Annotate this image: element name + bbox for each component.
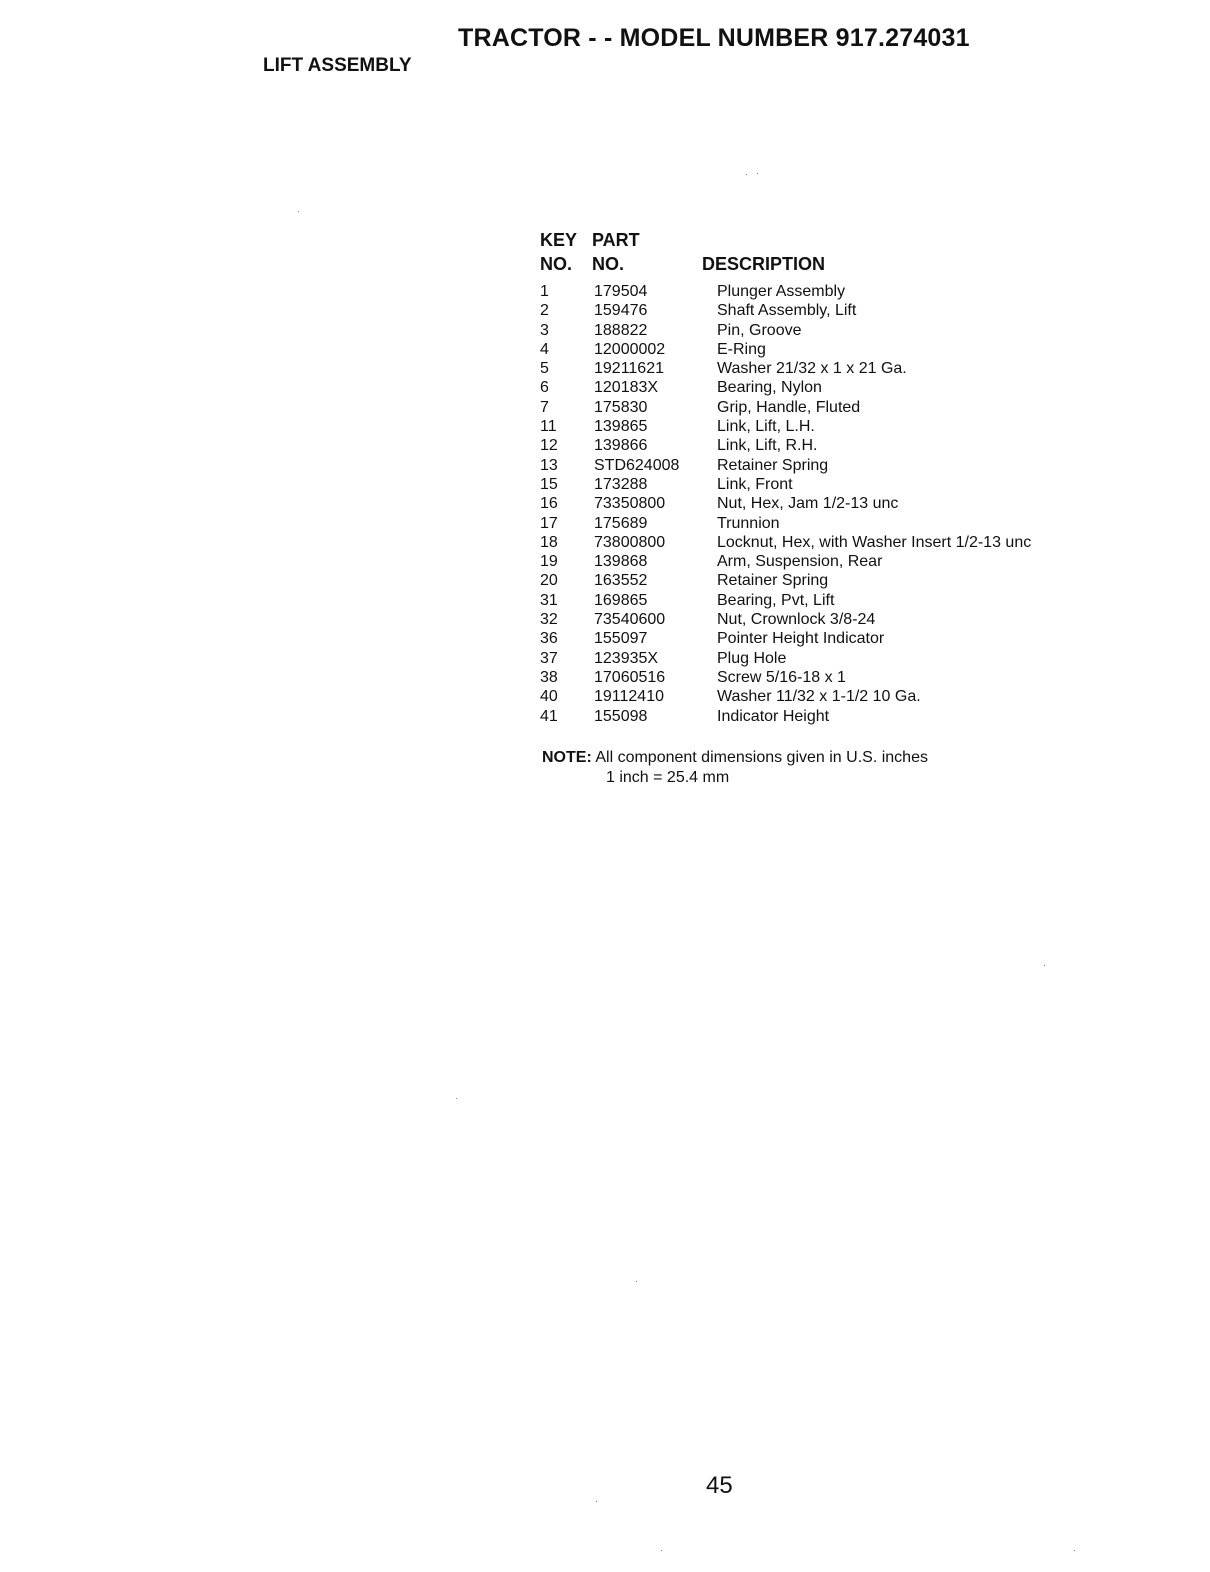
part-number-cell: 188822 (594, 321, 648, 339)
table-row (540, 591, 1100, 610)
part-number-cell: STD624008 (594, 456, 680, 474)
description-cell: Nut, Crownlock 3/8-24 (717, 611, 876, 629)
table-row (540, 610, 1100, 629)
key-cell: 17 (540, 514, 558, 532)
description-cell: Bearing, Pvt, Lift (717, 591, 835, 609)
description-cell: Link, Lift, R.H. (717, 437, 818, 455)
description-cell: Screw 5/16-18 x 1 (717, 668, 846, 686)
description-cell: Plug Hole (717, 649, 787, 667)
key-cell: 1 (540, 283, 549, 300)
key-cell: 13 (540, 456, 558, 474)
scan-speck (456, 1098, 457, 1099)
description-cell: Nut, Hex, Jam 1/2-13 unc (717, 495, 899, 513)
page-title: TRACTOR - - MODEL NUMBER 917.274031 (458, 24, 970, 52)
scan-speck (636, 1281, 637, 1282)
key-cell: 37 (540, 649, 558, 667)
part-number-cell: 175830 (594, 398, 648, 416)
part-number-cell: 73540600 (594, 611, 666, 629)
part-number-cell: 120183X (594, 379, 659, 397)
part-number-cell: 17060516 (594, 668, 666, 686)
description-cell: Washer 11/32 x 1-1/2 10 Ga. (717, 688, 921, 706)
part-number-cell: 123935X (594, 649, 659, 667)
key-cell: 12 (540, 437, 558, 455)
part-number-cell: 73800800 (594, 533, 666, 551)
key-cell: 36 (540, 630, 558, 648)
scan-speck (298, 211, 299, 212)
section-title: LIFT ASSEMBLY (263, 55, 412, 76)
key-cell: 15 (540, 475, 558, 493)
scan-speck (596, 1501, 597, 1502)
description-cell: Locknut, Hex, with Washer Insert 1/2-13 unc (717, 533, 1032, 551)
key-cell: 11 (540, 418, 557, 436)
note (542, 748, 928, 788)
header-key-line1: KEY (540, 230, 578, 250)
table-row (540, 533, 1100, 552)
note-line1: All component dimensions given in U.S. inches (595, 749, 928, 766)
key-cell: 6 (540, 379, 549, 397)
table-row (540, 321, 1100, 340)
header-part-line2: NO. (592, 254, 625, 274)
part-number-cell: 19112410 (594, 688, 664, 706)
key-cell: 20 (540, 572, 558, 590)
header-description: DESCRIPTION (702, 254, 826, 274)
part-number-cell: 155098 (594, 707, 648, 725)
note-line2: 1 inch = 25.4 mm (606, 769, 730, 786)
table-row (540, 629, 1100, 648)
part-number-cell: 12000002 (594, 340, 666, 358)
part-number-cell: 19211621 (594, 360, 664, 378)
key-cell: 2 (540, 302, 549, 320)
table-row (540, 398, 1100, 417)
description-cell: Link, Front (717, 475, 793, 493)
description-cell: Trunnion (717, 514, 780, 532)
description-cell: Link, Lift, L.H. (717, 418, 815, 436)
parts-table-body (540, 282, 1100, 726)
part-number-cell: 179504 (594, 283, 648, 300)
key-cell: 5 (540, 360, 549, 378)
key-cell: 4 (540, 340, 549, 358)
description-cell: Pin, Groove (717, 321, 802, 339)
description-cell: Bearing, Nylon (717, 379, 822, 397)
header-key-line2: NO. (540, 254, 573, 274)
table-row (540, 378, 1100, 397)
key-cell: 7 (540, 398, 549, 416)
part-number-cell: 169865 (594, 591, 648, 609)
parts-table (540, 230, 1100, 725)
table-row (540, 301, 1100, 320)
key-cell: 3 (540, 321, 549, 339)
description-cell: Retainer Spring (717, 572, 829, 590)
description-cell: Retainer Spring (717, 456, 829, 474)
key-cell: 38 (540, 668, 558, 686)
scan-speck (757, 173, 758, 174)
table-row (540, 417, 1100, 436)
part-number-cell: 139866 (594, 437, 648, 455)
description-cell: Plunger Assembly (717, 283, 846, 300)
table-row (540, 359, 1100, 378)
scan-speck (746, 174, 747, 175)
part-number-cell: 73350800 (594, 495, 666, 513)
scan-speck (1044, 965, 1045, 966)
table-row (540, 668, 1100, 687)
description-cell: Indicator Height (717, 707, 830, 725)
table-row (540, 340, 1100, 359)
key-cell: 18 (540, 533, 558, 551)
table-row (540, 514, 1100, 533)
part-number-cell: 155097 (594, 630, 648, 648)
note-label: NOTE: (542, 749, 592, 766)
table-row (540, 282, 1100, 301)
table-row (540, 649, 1100, 668)
table-row (540, 436, 1100, 455)
header-part-line1: PART (592, 230, 640, 250)
part-number-cell: 159476 (594, 302, 648, 320)
part-number-cell: 173288 (594, 475, 648, 493)
table-row (540, 552, 1100, 571)
description-cell: E-Ring (717, 340, 766, 358)
key-cell: 32 (540, 611, 558, 629)
part-number-cell: 163552 (594, 572, 648, 590)
table-row (540, 475, 1100, 494)
scan-speck (661, 1550, 662, 1551)
page-number: 45 (706, 1472, 733, 1499)
key-cell: 40 (540, 688, 558, 706)
key-cell: 31 (540, 591, 558, 609)
table-row (540, 687, 1100, 706)
part-number-cell: 139865 (594, 418, 648, 436)
part-number-cell: 139868 (594, 553, 648, 571)
table-row (540, 571, 1100, 590)
table-row (540, 456, 1100, 475)
table-row (540, 707, 1100, 726)
description-cell: Grip, Handle, Fluted (717, 398, 861, 416)
key-cell: 41 (540, 707, 558, 725)
key-cell: 16 (540, 495, 558, 513)
table-row (540, 494, 1100, 513)
part-number-cell: 175689 (594, 514, 648, 532)
scan-speck (1074, 1550, 1075, 1551)
parts-table-header (540, 230, 1100, 282)
key-cell: 19 (540, 553, 558, 571)
description-cell: Shaft Assembly, Lift (717, 302, 857, 320)
description-cell: Pointer Height Indicator (717, 630, 885, 648)
description-cell: Washer 21/32 x 1 x 21 Ga. (717, 360, 907, 378)
description-cell: Arm, Suspension, Rear (717, 553, 883, 571)
